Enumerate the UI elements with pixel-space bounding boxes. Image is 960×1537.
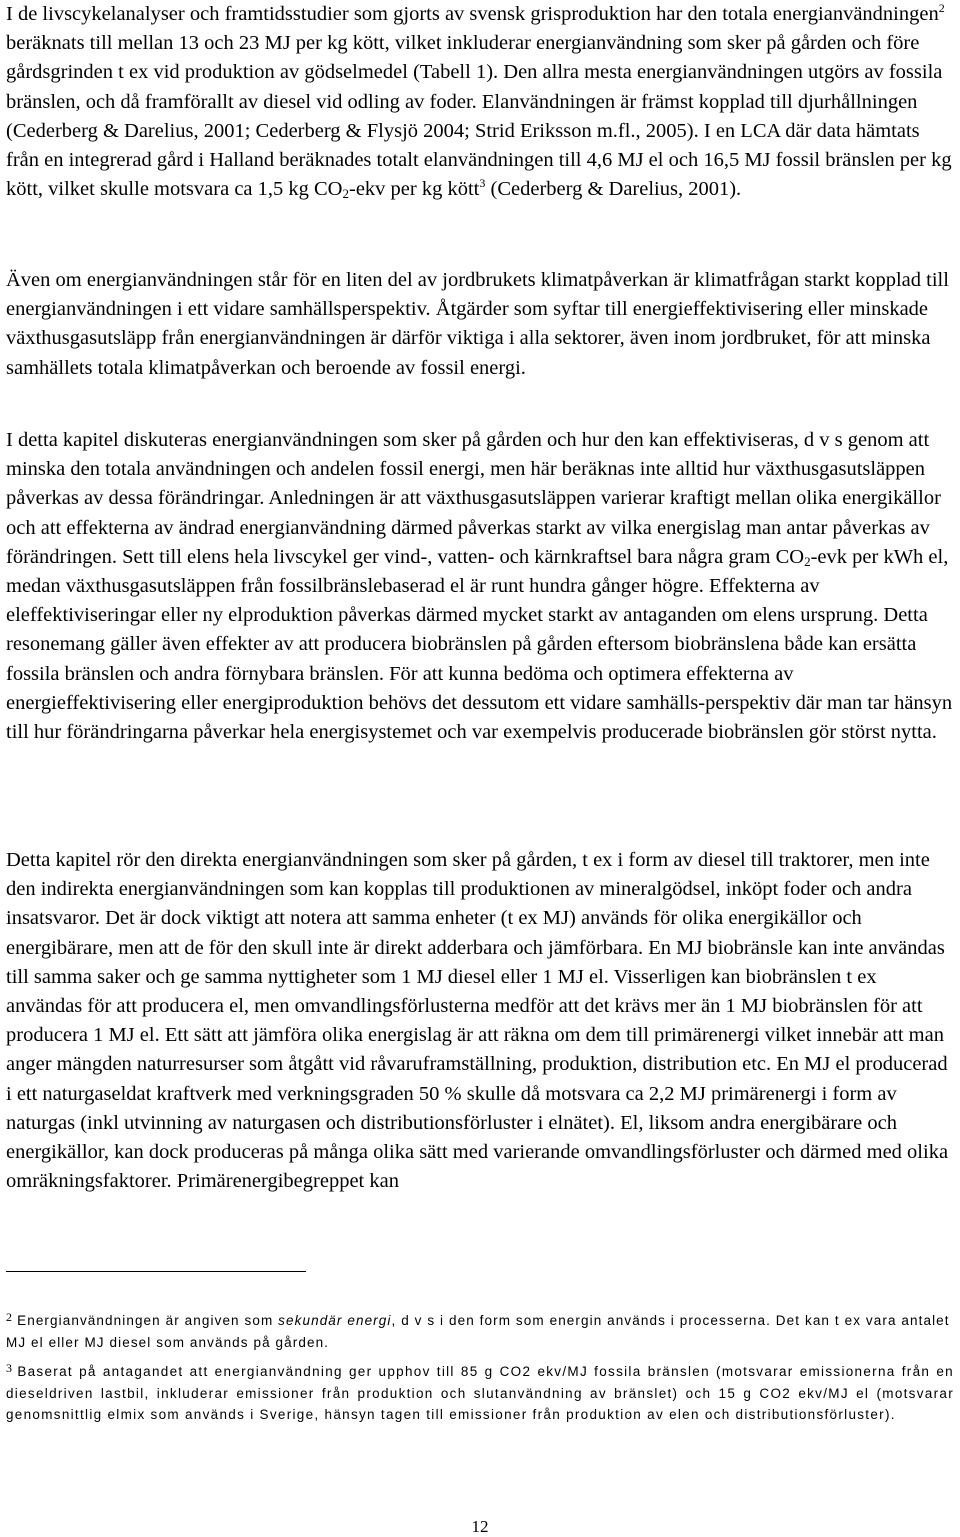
- text-run: I detta kapitel diskuteras energianvändningen som sker på gården och hur den kan effektiviseras, d v s genom att minska den totala användningen och andelen fossil energi, men här beräknas inte alltid hur växthusgasutsläppen påverkas av dessa förändringar. Anledningen är att växthusgasutsläppen varierar kraftigt mellan olika energikällor och att effekterna av ändrad energianvändning därmed påverkas starkt av vilka energislag man antar påverkas av förändringen. Sett till elens hela livscykel ger vind-, vatten- och kärnkraftsel bara några gram CO: [6, 429, 941, 568]
- footnote-3: [6, 1361, 954, 1425]
- footnote-number: 2: [6, 1310, 14, 1324]
- footnote-text: [6, 1364, 954, 1422]
- footnote-ref: 3: [479, 176, 486, 191]
- footnotes: [6, 1310, 954, 1425]
- paragraph-2: [6, 266, 954, 383]
- paragraph-1: [6, 0, 954, 204]
- page-number: 12: [471, 1517, 489, 1536]
- footnote-2: [6, 1310, 954, 1353]
- subscript: 2: [804, 553, 811, 569]
- text-run: (Cederberg & Darelius, 2001).: [485, 178, 742, 201]
- text-run: Baserat på antagandet att energianvändning ger upphov till 85 g CO2 ekv/MJ fossila bränslen (motsvarar emissionerna från en dieseldriven lastbil, inkluderar emissioner från produktion och slutanvändning av bränslet) och 15 g CO2 ekv/MJ el (motsvarar genomsnittlig elmix som används i Sverige, hänsyn tagen till emissioner från produktion av elen och distributionsförluster).: [6, 1364, 954, 1422]
- text-run: beräknats till mellan 13 och 23 MJ per kg kött, vilket inkluderar energianvändning som sker på gården och före gårdsgrinden t ex vid produktion av gödselmedel (Tabell 1). Den allra mesta energianvändningen utgörs av fossila bränslen, och då framförallt av diesel vid odling av foder. Elanvändningen är främst kopplad till djurhållningen (Cederberg & Darelius, 2001; Cederberg & Flysjö 2004; Strid Eriksson m.fl., 2005). I en LCA där data hämtats från en integrerad gård i Halland beräknades totalt elanvändningen till 4,6 MJ el och 16,5 MJ fossil bränslen per kg kött, vilket skulle motsvara ca 1,5 kg CO: [6, 32, 952, 201]
- footnote-separator: [6, 1271, 306, 1272]
- footnote-number: 3: [6, 1361, 14, 1375]
- subscript: 2: [342, 186, 349, 202]
- text-run: I de livscykelanalyser och framtidsstudier som gjorts av svensk grisproduktion har den totala energianvändningen: [6, 3, 939, 25]
- text-run: Även om energianvändningen står för en liten del av jordbrukets klimatpåverkan är klimatfrågan starkt kopplad till energianvändningen i ett vidare samhällsperspektiv. Åtgärder som syftar till energieffektivisering eller minskade växthusgasutsläpp från energianvändningen är därför viktiga i alla sektorer, även inom jordbruket, för att minska samhällets totala klimatpåverkan och beroende av fossil energi.: [6, 269, 949, 379]
- text-run: -evk per kWh el, medan växthusgasutsläppen från fossilbränslebaserad el är runt hundra gånger högre. Effekterna av eleffektiviseringar eller ny elproduktion påverkas därmed mycket starkt av antaganden om elens ursprung. Detta resonemang gäller även effekter av att producera biobränslen på gården eftersom biobränslena både kan ersätta fossila bränslen och andra förnybara bränslen. För att kunna bedöma och optimera effekterna av energieffektivisering eller energiproduktion behövs det dessutom ett vidare samhälls-perspektiv där man tar hänsyn till hur förändringarna påverkar hela energisystemet och var exempelvis producerade biobränslen gör störst nytta.: [6, 545, 953, 744]
- paragraph-3: [6, 426, 954, 747]
- text-run: Detta kapitel rör den direkta energianvändningen som sker på gården, t ex i form av diesel till traktorer, men inte den indirekta energianvändningen som kan kopplas till produktionen av mineralgödsel, inköpt foder och andra insatsvaror. Det är dock viktigt att notera att samma enheter (t ex MJ) används för olika energikällor och energibärare, men att de för den skull inte är direkt adderbara och jämförbara. En MJ biobränsle kan inte användas till samma saker och ge samma nyttigheter som 1 MJ diesel eller 1 MJ el. Visserligen kan biobränslen t ex användas för att producera el, men omvandlingsförlusterna medför att det krävs mer än 1 MJ biobränslen för att producera 1 MJ el. Ett sätt att jämföra olika energislag är att räkna om dem till primärenergi vilket innebär att man anger mängden naturresurser som åtgått vid råvaruframställning, produktion, distribution etc. En MJ el producerad i ett naturgaseldat kraftverk med verkningsgraden 50 % skulle då motsvara ca 2,2 MJ primärenergi i form av naturgas (inkl utvinning av naturgasen och distributionsförluster i elnätet). El, liksom andra energibärare och energikällor, kan dock produceras på många olika sätt med varierande omvandlingsförluster och därmed med olika omräkningsfaktorer. Primärenergibegreppet kan: [6, 849, 949, 1193]
- footnote-text: [6, 1313, 950, 1350]
- text-run: , d v s i den form som energin används i processerna. Det kan t ex vara antalet MJ el eller MJ diesel som används på gården.: [6, 1313, 950, 1350]
- text-run: -ekv per kg kött: [349, 178, 480, 201]
- paragraph-4: [6, 846, 954, 1196]
- text-run: Energianvändningen är angiven som: [17, 1313, 279, 1328]
- footnote-ref: 2: [938, 1, 945, 15]
- emphasis: sekundär energi: [278, 1313, 392, 1328]
